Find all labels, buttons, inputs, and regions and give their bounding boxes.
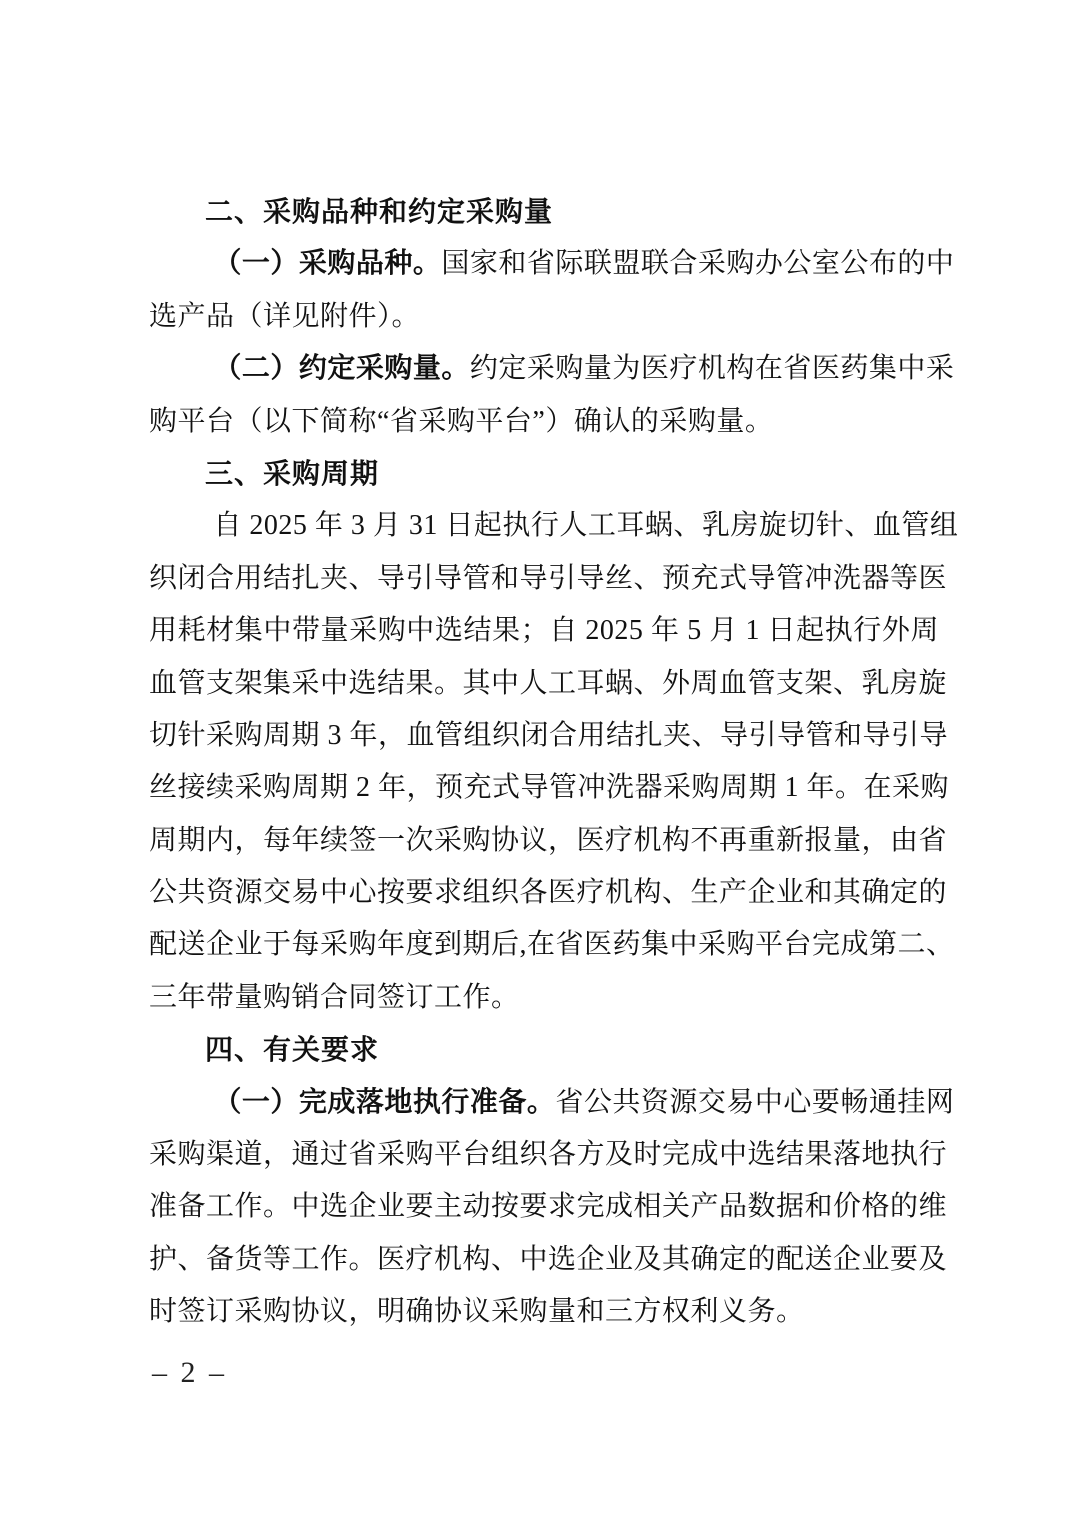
paragraph-text: 采购渠道，通过省采购平台组织各方及时完成中选结果落地执行 — [149, 1139, 948, 1171]
heading-procurement-varieties — [149, 186, 939, 238]
paragraph-text: 国家和省际联盟联合采购办公室公布的中 — [441, 248, 955, 280]
paragraph-text: 公共资源交易中心按要求组织各医疗机构、生产企业和其确定的 — [149, 877, 948, 909]
paragraph-lead-bold: （一）采购品种。 — [213, 248, 442, 280]
paragraph-text: 织闭合用结扎夹、导引导管和导引导丝、预充式导管冲洗器等医 — [149, 562, 948, 594]
body-line — [149, 919, 955, 971]
body-line — [149, 238, 955, 290]
paragraph-text: 配送企业于每采购年度到期后,在省医药集中采购平台完成第二、 — [149, 929, 955, 961]
body-line — [149, 1234, 948, 1286]
body-line — [149, 605, 939, 657]
body-line — [149, 291, 939, 343]
body-line — [149, 710, 949, 762]
page-number: – 2 – — [152, 1356, 227, 1389]
body-line — [149, 553, 948, 605]
paragraph-text: 约定采购量为医疗机构在省医药集中采 — [469, 353, 955, 385]
heading-text: 三、采购周期 — [205, 457, 380, 489]
body-line — [149, 1077, 955, 1129]
body-line — [149, 762, 950, 814]
body-line — [149, 867, 948, 919]
body-line — [149, 1181, 948, 1233]
paragraph-text: 周期内，每年续签一次采购协议，医疗机构不再重新报量，由省 — [149, 824, 948, 856]
paragraph-text: 时签订采购协议，明确协议采购量和三方权利义务。 — [149, 1296, 805, 1328]
paragraph-text: 准备工作。中选企业要主动按要求完成相关产品数据和价格的维 — [149, 1191, 948, 1223]
heading-procurement-cycle — [149, 448, 939, 500]
paragraph-text: 省公共资源交易中心要畅通挂网 — [555, 1086, 955, 1118]
body-line — [149, 658, 948, 710]
paragraph-text: 自 2025 年 3 月 31 日起执行人工耳蜗、乳房旋切针、血管组 — [213, 510, 959, 542]
heading-requirements — [149, 1024, 939, 1076]
body-line — [149, 343, 955, 395]
body-line — [149, 1129, 948, 1181]
body-line — [149, 500, 959, 552]
paragraph-text: 用耗材集中带量采购中选结果；自 2025 年 5 月 1 日起执行外周 — [149, 615, 939, 647]
paragraph-lead-bold: （一）完成落地执行准备。 — [213, 1086, 556, 1118]
body-line — [149, 972, 939, 1024]
heading-text: 二、采购品种和约定采购量 — [205, 196, 554, 227]
body-line — [149, 1286, 939, 1338]
paragraph-text: 切针采购周期 3 年，血管组织闭合用结扎夹、导引导管和导引导 — [149, 719, 949, 751]
body-line — [149, 815, 948, 867]
paragraph-text: 丝接续采购周期 2 年，预充式导管冲洗器采购周期 1 年。在采购 — [149, 772, 950, 804]
paragraph-text: 选产品（详见附件）。 — [149, 300, 421, 332]
paragraph-text: 购平台（以下简称“省采购平台”）确认的采购量。 — [149, 405, 774, 437]
body-line — [149, 396, 939, 448]
paragraph-text: 护、备货等工作。医疗机构、中选企业及其确定的配送企业要及 — [149, 1243, 948, 1275]
heading-text: 四、有关要求 — [205, 1034, 380, 1066]
paragraph-text: 血管支架集采中选结果。其中人工耳蜗、外周血管支架、乳房旋 — [149, 667, 948, 699]
paragraph-lead-bold: （二）约定采购量。 — [213, 353, 470, 385]
document-content — [149, 186, 959, 1339]
paragraph-text: 三年带量购销合同签订工作。 — [149, 981, 520, 1013]
